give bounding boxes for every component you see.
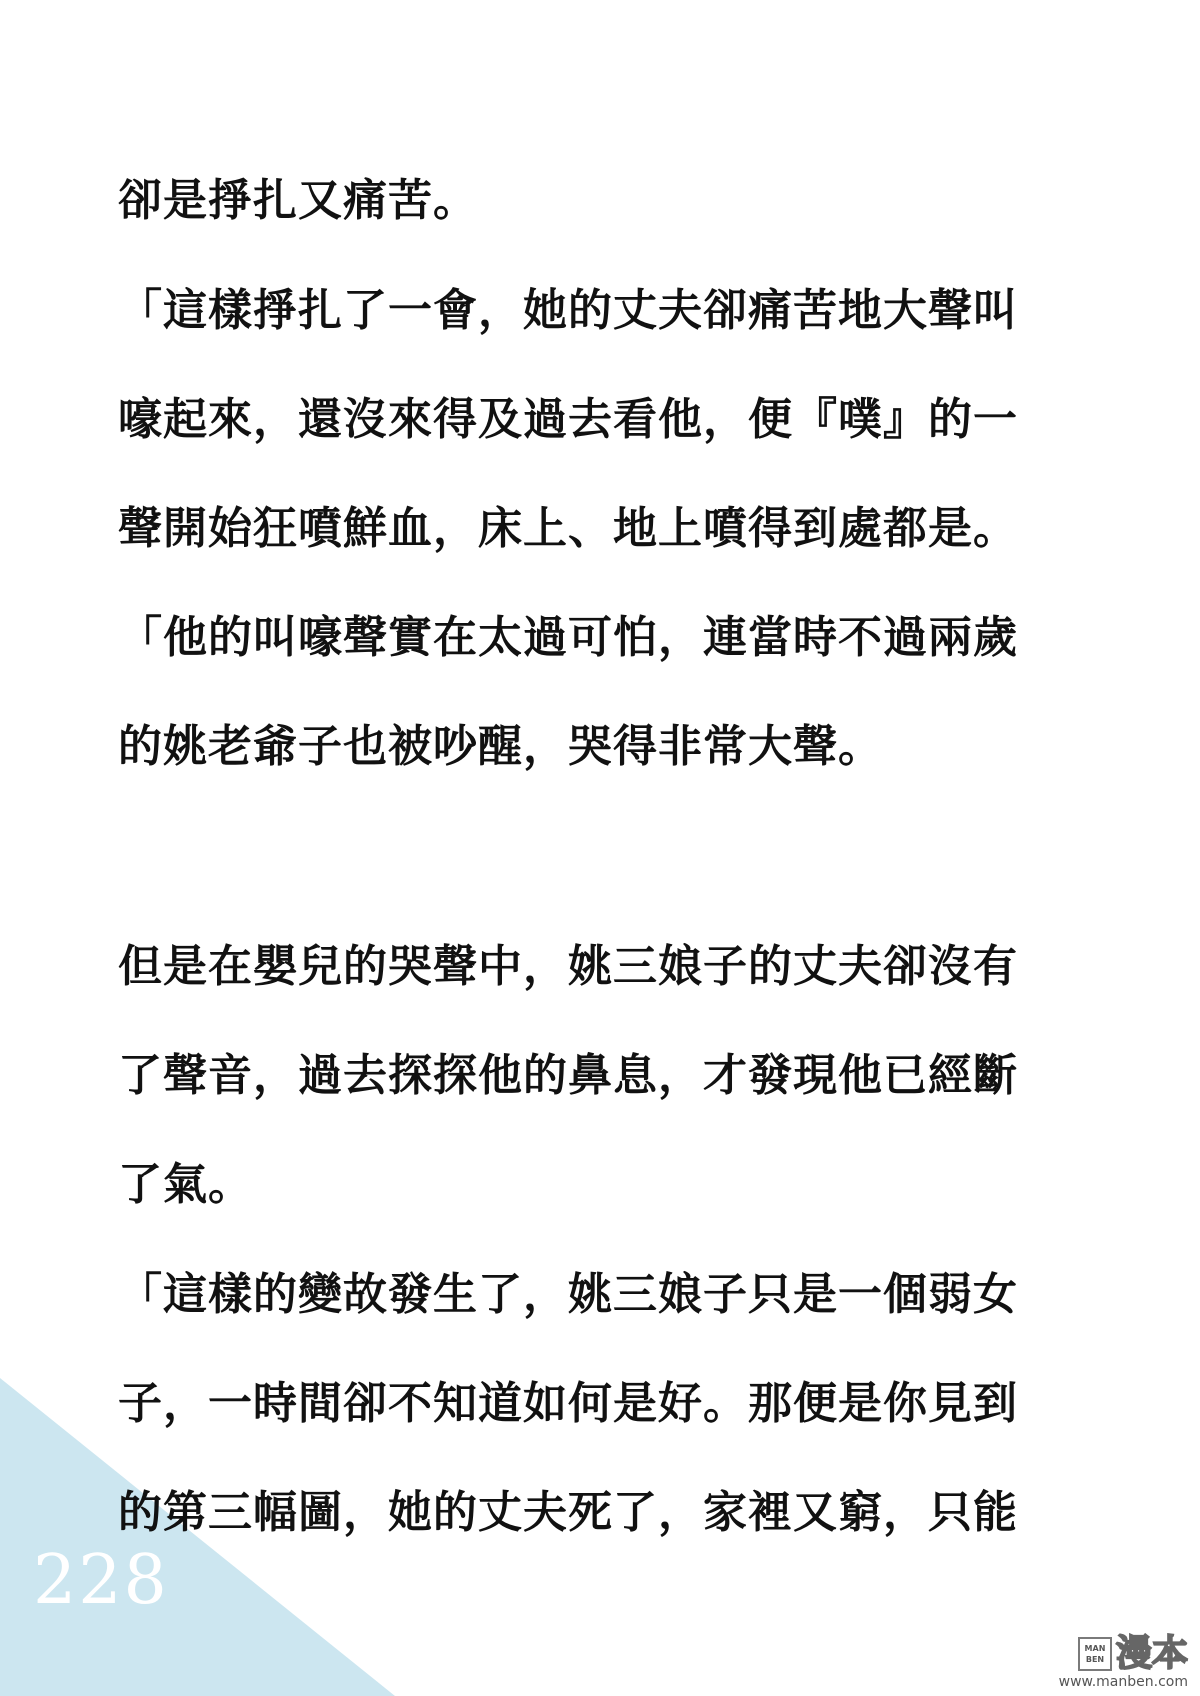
- text-line: 聲開始狂噴鮮血，床上、地上噴得到處都是。: [118, 503, 1018, 554]
- text-line: 的第三幅圖，她的丈夫死了，家裡又窮，只能: [118, 1487, 1018, 1538]
- text-line: 「他的叫嚎聲實在太過可怕，連當時不過兩歲: [118, 612, 1018, 663]
- text-line: 卻是掙扎又痛苦。: [118, 175, 478, 226]
- watermark-name: 漫本: [1115, 1633, 1188, 1674]
- page-number: 228: [33, 1541, 169, 1620]
- text-line: 嚎起來，還沒來得及過去看他，便『噗』的一: [118, 394, 1018, 445]
- watermark-url: www.manben.com: [1058, 1674, 1188, 1690]
- watermark: [1059, 1635, 1188, 1690]
- text-line: 了聲音，過去探探他的鼻息，才發現他已經斷: [118, 1050, 1018, 1101]
- text-line: 子，一時間卻不知道如何是好。那便是你見到: [118, 1378, 1018, 1429]
- text-line: 的姚老爺子也被吵醒，哭得非常大聲。: [118, 721, 883, 772]
- text-line: 「這樣的變故發生了，姚三娘子只是一個弱女: [118, 1269, 1018, 1320]
- text-line: 「這樣掙扎了一會，她的丈夫卻痛苦地大聲叫: [118, 285, 1018, 336]
- text-line: 了氣。: [118, 1159, 253, 1210]
- text-line: 但是在嬰兒的哭聲中，姚三娘子的丈夫卻沒有: [118, 941, 1018, 992]
- watermark-logo-box: MAN BEN: [1078, 1637, 1112, 1671]
